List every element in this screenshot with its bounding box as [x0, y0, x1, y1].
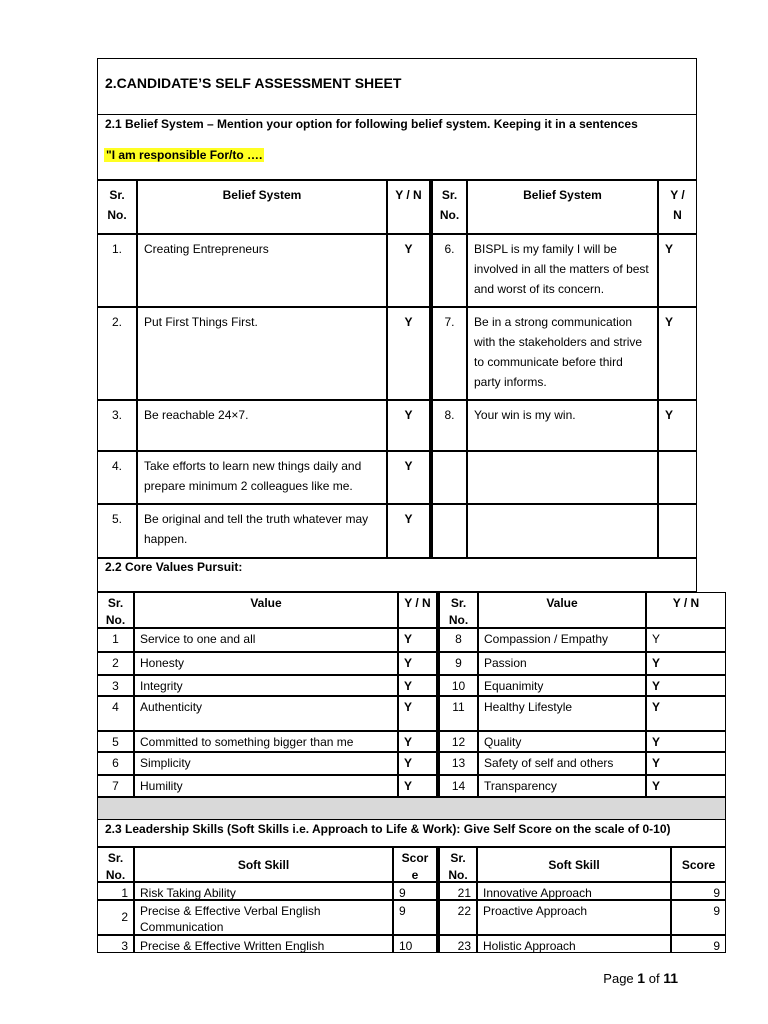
core-row-yn: Y [398, 652, 437, 675]
core-row-yn: Y [646, 696, 726, 731]
core-row-value: Integrity [134, 675, 398, 696]
core-row-sr: 4 [97, 696, 134, 731]
core-header-yn: Y / N [398, 592, 437, 628]
belief-row-sr: 2. [97, 307, 137, 400]
page-number: 1 [637, 970, 646, 986]
core-header-name: Value [478, 592, 646, 628]
core-row-sr: 3 [97, 675, 134, 696]
belief-row-sr [430, 504, 467, 558]
core-row-sr: 10 [437, 675, 478, 696]
belief-row-text: Take efforts to learn new things daily and prepare minimum 2 colleagues like me. [137, 451, 387, 504]
core-row-yn: Y [398, 675, 437, 696]
belief-row-sr: 6. [430, 234, 467, 307]
core-row-value: Safety of self and others [478, 752, 646, 775]
core-row-sr: 1 [97, 628, 134, 652]
core-row-value: Authenticity [134, 696, 398, 731]
core-row-yn: Y [646, 675, 726, 696]
belief-row-yn: Y [387, 307, 430, 400]
core-row-value: Service to one and all [134, 628, 398, 652]
belief-heading: 2.1 Belief System – Mention your option for following belief system. Keeping it in a sentences [105, 117, 638, 131]
core-row-sr: 9 [437, 652, 478, 675]
belief-row-text: Be reachable 24×7. [137, 400, 387, 451]
belief-row-yn [658, 451, 697, 504]
lead-row-score: 9 [671, 935, 726, 953]
belief-header-sr: Sr. No. [430, 180, 467, 234]
belief-row-yn: Y [658, 400, 697, 451]
belief-header-yn: Y / N [387, 180, 430, 234]
core-row-value: Humility [134, 775, 398, 797]
core-row-yn: Y [646, 731, 726, 752]
core-row-yn: Y [398, 731, 437, 752]
belief-header-yn: Y / N [658, 180, 697, 234]
core-row-sr: 6 [97, 752, 134, 775]
belief-row-sr: 5. [97, 504, 137, 558]
core-row-sr: 11 [437, 696, 478, 731]
core-row-yn: Y [646, 628, 726, 652]
belief-row-yn: Y [387, 400, 430, 451]
lead-row-score: 9 [393, 900, 437, 935]
belief-header-sr: Sr. No. [97, 180, 137, 234]
belief-header-name: Belief System [467, 180, 658, 234]
core-row-sr: 12 [437, 731, 478, 752]
core-row-value: Healthy Lifestyle [478, 696, 646, 731]
lead-row-score: 9 [671, 882, 726, 900]
belief-row-text: BISPL is my family I will be involved in all the matters of best and worst of its concern. [467, 234, 658, 307]
belief-row-yn [658, 504, 697, 558]
belief-row-sr: 7. [430, 307, 467, 400]
lead-row-sr: 21 [437, 882, 477, 900]
lead-row-skill: Innovative Approach [477, 882, 671, 900]
belief-row-text: Be original and tell the truth whatever may happen. [137, 504, 387, 558]
belief-row-text [467, 504, 658, 558]
core-row-sr: 5 [97, 731, 134, 752]
lead-row-sr: 22 [437, 900, 477, 935]
core-row-sr: 13 [437, 752, 478, 775]
belief-row-text: Put First Things First. [137, 307, 387, 400]
core-heading: 2.2 Core Values Pursuit: [105, 560, 243, 574]
core-row-value: Simplicity [134, 752, 398, 775]
lead-row-sr: 23 [437, 935, 477, 953]
core-row-sr: 8 [437, 628, 478, 652]
lead-header-score: Score [393, 847, 437, 882]
lead-row-skill: Holistic Approach [477, 935, 671, 953]
belief-prompt: "I am responsible For/to …. [106, 148, 263, 162]
core-header-yn: Y / N [646, 592, 726, 628]
sheet-title: 2.CANDIDATE’S SELF ASSESSMENT SHEET [105, 75, 402, 91]
belief-row-sr: 1. [97, 234, 137, 307]
belief-row-sr [430, 451, 467, 504]
core-header-sr: Sr. No. [437, 592, 478, 628]
lead-row-score: 9 [393, 882, 437, 900]
core-header-sr: Sr. No. [97, 592, 134, 628]
lead-header-score: Score [671, 847, 726, 882]
core-row-value: Quality [478, 731, 646, 752]
lead-row-skill: Precise & Effective Written English [134, 935, 393, 953]
core-row-yn: Y [646, 652, 726, 675]
core-row-value: Equanimity [478, 675, 646, 696]
lead-row-score: 10 [393, 935, 437, 953]
belief-row-yn: Y [387, 504, 430, 558]
belief-row-sr: 4. [97, 451, 137, 504]
belief-row-sr: 3. [97, 400, 137, 451]
core-row-yn: Y [646, 752, 726, 775]
core-row-sr: 14 [437, 775, 478, 797]
lead-row-sr: 3 [97, 935, 134, 953]
page-total: 11 [663, 970, 678, 986]
lead-header-name: Soft Skill [477, 847, 671, 882]
core-row-value: Passion [478, 652, 646, 675]
belief-row-yn: Y [658, 234, 697, 307]
of-word: of [648, 971, 660, 986]
belief-row-yn: Y [387, 234, 430, 307]
belief-row-text [467, 451, 658, 504]
core-row-yn: Y [398, 752, 437, 775]
belief-row-text: Be in a strong communication with the stakeholders and strive to communicate before third party informs. [467, 307, 658, 400]
grey-separator-band [97, 797, 726, 820]
lead-row-sr: 2 [97, 900, 134, 935]
lead-header-sr: Sr. No. [97, 847, 134, 882]
belief-row-text: Creating Entrepreneurs [137, 234, 387, 307]
core-header-name: Value [134, 592, 398, 628]
core-row-value: Compassion / Empathy [478, 628, 646, 652]
core-row-yn: Y [398, 628, 437, 652]
lead-row-sr: 1 [97, 882, 134, 900]
core-row-yn: Y [398, 775, 437, 797]
belief-header-name: Belief System [137, 180, 387, 234]
core-row-value: Honesty [134, 652, 398, 675]
lead-row-skill: Proactive Approach [477, 900, 671, 935]
page-word: Page [603, 971, 634, 986]
lead-row-score: 9 [671, 900, 726, 935]
lead-header-name: Soft Skill [134, 847, 393, 882]
core-row-value: Committed to something bigger than me [134, 731, 398, 752]
page-footer [603, 970, 678, 986]
core-row-value: Transparency [478, 775, 646, 797]
belief-row-sr: 8. [430, 400, 467, 451]
belief-row-text: Your win is my win. [467, 400, 658, 451]
lead-row-skill: Precise & Effective Verbal English Communication [134, 900, 393, 935]
lead-row-skill: Risk Taking Ability [134, 882, 393, 900]
leadership-heading: 2.3 Leadership Skills (Soft Skills i.e. Approach to Life & Work): Give Self Score on the scale of 0-10) [105, 822, 671, 836]
core-row-yn: Y [646, 775, 726, 797]
belief-row-yn: Y [658, 307, 697, 400]
core-row-sr: 7 [97, 775, 134, 797]
core-row-yn: Y [398, 696, 437, 731]
core-row-sr: 2 [97, 652, 134, 675]
lead-header-sr: Sr. No. [437, 847, 477, 882]
belief-row-yn: Y [387, 451, 430, 504]
